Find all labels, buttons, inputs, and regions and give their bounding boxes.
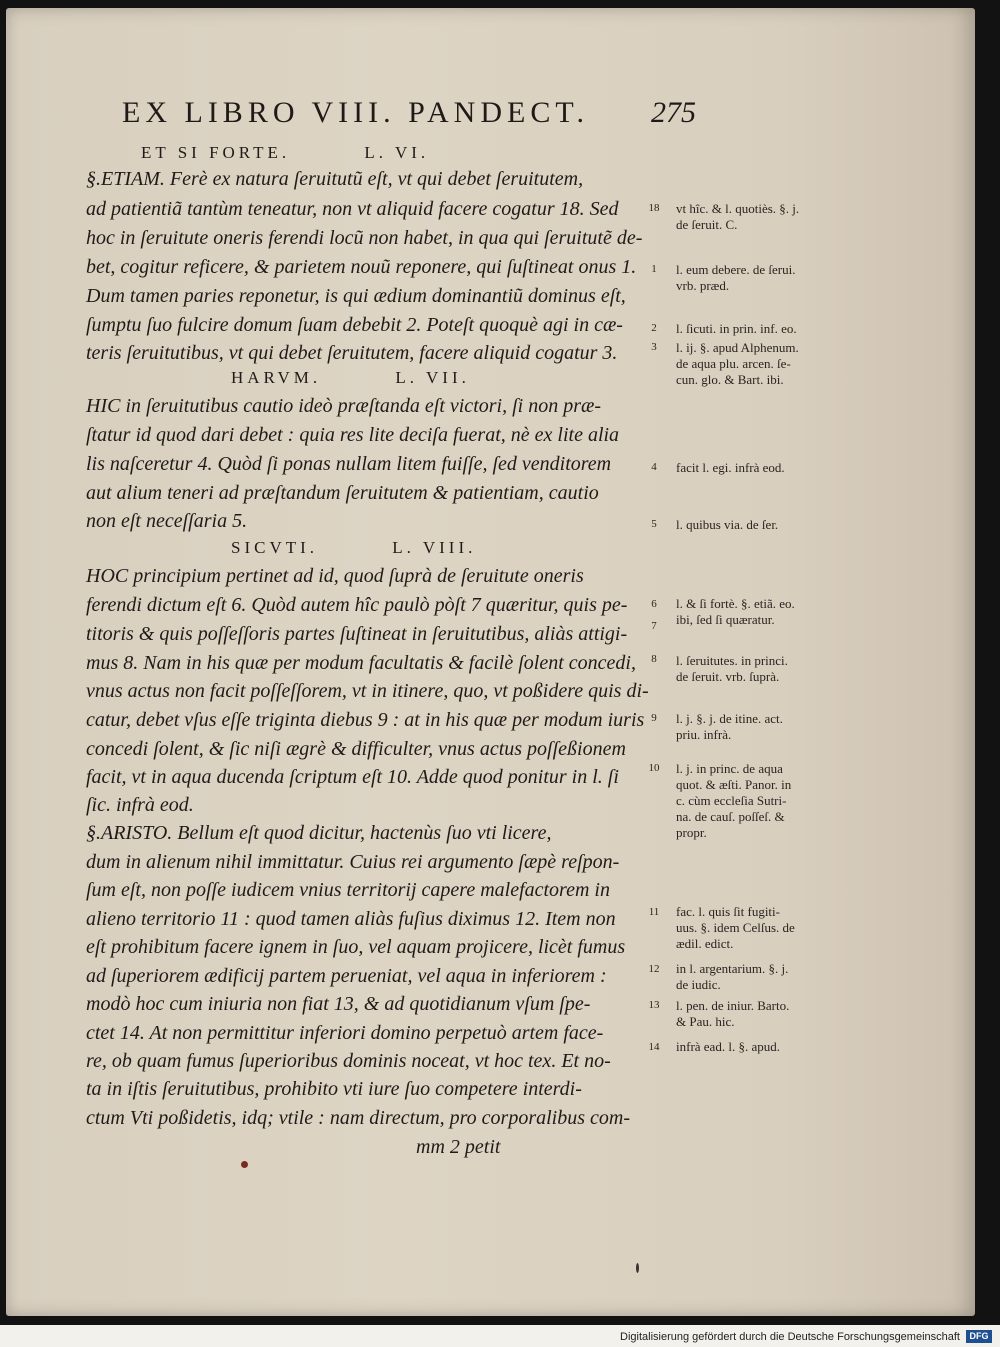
digitization-credit: Digitalisierung gefördert durch die Deutsche Forschungsgemeinschaft bbox=[620, 1331, 960, 1343]
text-line: dum in alienum nihil immittatur. Cuius rei argumento ſæpè reſpon- bbox=[86, 851, 620, 873]
running-header: EX LIBRO VIII. PANDECT. bbox=[122, 96, 589, 129]
text-line: re, ob quam fumus ſuperioribus dominis noceat, vt hoc tex. Et no- bbox=[86, 1050, 611, 1072]
margin-note: l. & ſi fortè. §. etiã. eo. ibi, ſed ſi quæratur. bbox=[676, 596, 795, 627]
margin-note: infrà ead. l. §. apud. bbox=[676, 1039, 780, 1054]
section-heading-harum: HARVM. L. VII. bbox=[231, 368, 470, 387]
paper-speck bbox=[636, 1263, 639, 1273]
margin-note: in l. argentarium. §. j. de iudic. bbox=[676, 961, 789, 992]
margin-note: fac. l. quis ſit fugiti- uus. §. idem Celſus. de ædil. edict. bbox=[676, 904, 795, 951]
margin-note: l. quibus via. de ſer. bbox=[676, 517, 779, 532]
paper-speck bbox=[241, 1161, 248, 1168]
text-line: hoc in ſeruitute oneris ferendi locũ non habet, in qua qui ſeruitutẽ de- bbox=[86, 227, 643, 249]
text-line: ſum eſt, non poſſe iudicem vnius territorij capere malefactorem in bbox=[86, 879, 610, 901]
text-line: ad patientiã tantùm teneatur, non vt aliquid facere cogatur 18. Sed bbox=[86, 198, 619, 220]
text-line: bet, cogitur reficere, & parietem nouũ reponere, qui ſuſtineat onus 1. bbox=[86, 256, 637, 278]
text-line: teris ſeruitutibus, vt qui debet ſeruitutem, facere aliquid cogatur 3. bbox=[86, 342, 618, 364]
text-line: non eſt neceſſaria 5. bbox=[86, 510, 248, 532]
margin-note: l. ij. §. apud Alphenum. de aqua plu. arcen. ſe- cun. glo. & Bart. ibi. bbox=[676, 340, 799, 387]
text-line: HIC in ſeruitutibus cautio ideò præſtanda eſt victori, ſi non præ- bbox=[86, 395, 601, 417]
text-line: §.ETIAM. Ferè ex natura ſeruitutũ eſt, vt qui debet ſeruitutem, bbox=[86, 168, 584, 190]
note-number: 11 bbox=[648, 906, 660, 918]
note-number: 2 bbox=[651, 322, 657, 334]
text-line: modò hoc cum iniuria non fiat 13, & ad quotidianum vſum ſpe- bbox=[86, 993, 591, 1015]
margin-note: l. pen. de iniur. Barto. & Pau. hic. bbox=[676, 998, 790, 1029]
margin-note: l. ſeruitutes. in princi. de ſeruit. vrb. ſuprà. bbox=[676, 653, 788, 684]
section-heading-et-si-forte: ET SI FORTE. L. VI. bbox=[141, 143, 430, 162]
catchword-line: mm 2 petit bbox=[416, 1136, 501, 1158]
note-number: 7 bbox=[651, 620, 657, 632]
dfg-logo: DFG bbox=[966, 1330, 992, 1343]
note-number: 6 bbox=[651, 598, 657, 610]
text-line: ta in iſtis ſeruitutibus, prohibito vti iure ſuo competere interdi- bbox=[86, 1078, 582, 1100]
margin-note: facit l. egi. infrà eod. bbox=[676, 460, 785, 475]
text-line: ferendi dictum eſt 6. Quòd autem hîc paulò pòſt 7 quæritur, quis pe- bbox=[86, 594, 628, 616]
text-line: ctum Vti poßidetis, idq; vtile : nam directum, pro corporalibus com- bbox=[86, 1107, 630, 1129]
section-heading-sicuti: SICVTI. L. VIII. bbox=[231, 538, 477, 557]
text-line: aut alium teneri ad præſtandum ſeruitutem & patientiam, cautio bbox=[86, 482, 599, 504]
note-number: 14 bbox=[648, 1041, 660, 1053]
book-page bbox=[6, 8, 975, 1316]
text-line: ſic. infrà eod. bbox=[86, 794, 194, 816]
note-number: 13 bbox=[648, 999, 660, 1011]
margin-note: l. ſicuti. in prin. inf. eo. bbox=[676, 321, 797, 336]
text-line: catur, debet vſus eſſe triginta diebus 9 : at in his quæ per modum iuris bbox=[86, 709, 645, 731]
text-line: ad ſuperiorem ædificij partem perueniat, vel aqua in inferiorem : bbox=[86, 965, 607, 987]
text-line: concedi ſolent, & ſic niſi ægrè & difficulter, vnus actus poſſeßionem bbox=[86, 738, 626, 760]
page-number: 275 bbox=[651, 96, 696, 129]
text-line: HOC principium pertinet ad id, quod ſuprà de ſeruitute oneris bbox=[86, 565, 584, 587]
margin-note: vt hîc. & l. quotiès. §. j. de ſeruit. C. bbox=[676, 201, 800, 232]
text-line: facit, vt in aqua ducenda ſcriptum eſt 10. Adde quod ponitur in l. ſi bbox=[86, 766, 619, 788]
text-line: alieno territorio 11 : quod tamen aliàs fuſius diximus 12. Item non bbox=[86, 908, 616, 930]
note-number: 18 bbox=[648, 202, 660, 214]
text-line: lis naſceretur 4. Quòd ſi ponas nullam litem fuiſſe, ſed venditorem bbox=[86, 453, 612, 475]
note-number: 8 bbox=[651, 653, 657, 665]
margin-note: l. j. §. j. de itine. act. priu. infrà. bbox=[676, 711, 783, 742]
note-number: 4 bbox=[651, 461, 657, 473]
note-number: 5 bbox=[651, 518, 657, 530]
text-line: ctet 14. At non permittitur inferiori domino perpetuò artem face- bbox=[86, 1022, 604, 1044]
text-line: §.ARISTO. Bellum eſt quod dicitur, hactenùs ſuo vti licere, bbox=[86, 822, 552, 844]
text-line: eſt prohibitum facere ignem in ſuo, vel aquam projicere, licèt fumus bbox=[86, 936, 626, 958]
text-line: Dum tamen paries reponetur, is qui ædium dominantiũ dominus eſt, bbox=[86, 285, 626, 307]
note-number: 9 bbox=[651, 712, 657, 724]
text-line: titoris & quis poſſeſſoris partes ſuſtineat in ſeruitutibus, aliàs attigi- bbox=[86, 623, 628, 645]
text-line: mus 8. Nam in his quæ per modum facultatis & facilè ſolent concedi, bbox=[86, 652, 636, 674]
note-number: 10 bbox=[648, 762, 660, 774]
text-line: ſtatur id quod dari debet : quia res lite deciſa fuerat, nè ex lite alia bbox=[86, 424, 620, 446]
note-number: 1 bbox=[651, 263, 657, 275]
text-line: ſumptu ſuo fulcire domum ſuam debebit 2. Poteſt quoquè agi in cæ- bbox=[86, 314, 623, 336]
note-number: 12 bbox=[648, 963, 660, 975]
text-line: vnus actus non facit poſſeſſorem, vt in itinere, quo, vt poßidere quis di- bbox=[86, 680, 649, 702]
margin-note: l. eum debere. de ſerui. vrb. præd. bbox=[676, 262, 796, 293]
note-number: 3 bbox=[651, 341, 657, 353]
margin-note: l. j. in princ. de aqua quot. & æſti. Panor. in c. cùm eccleſia Sutri- na. de cauſ. poſſeſ. & propr. bbox=[676, 761, 792, 840]
